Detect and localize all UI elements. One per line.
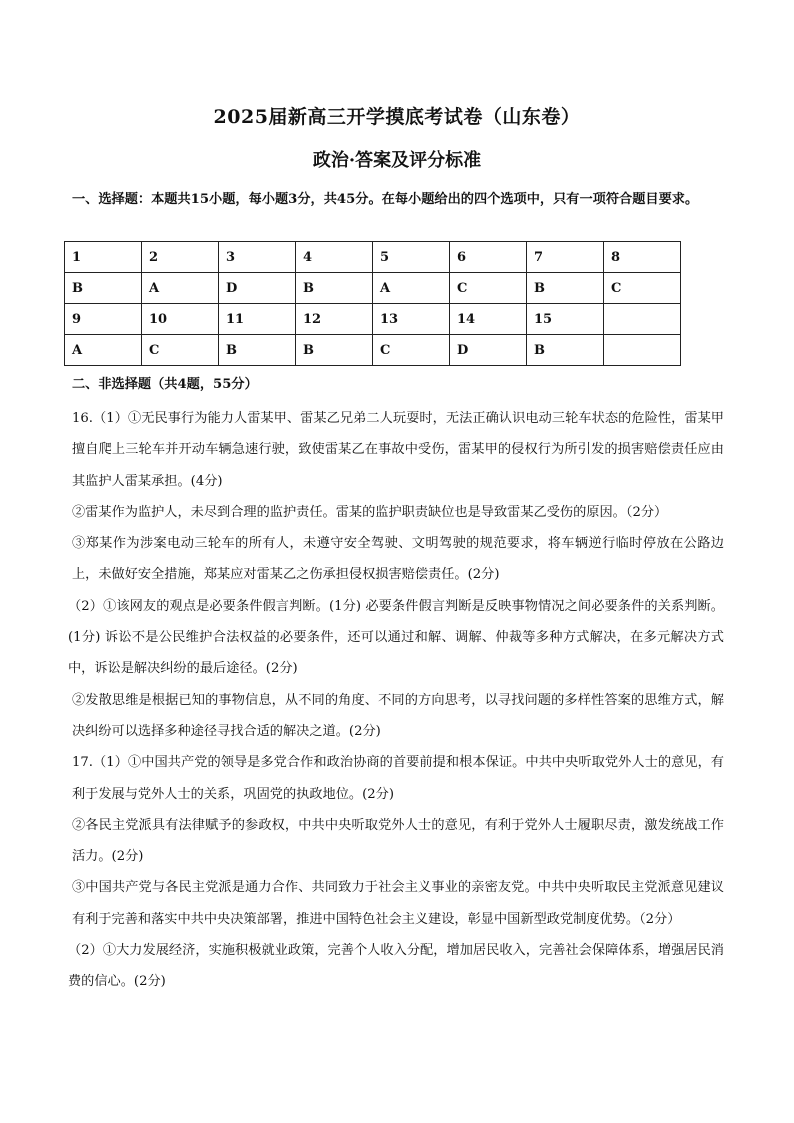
table-cell: 10 [142, 304, 219, 335]
table-cell: 6 [450, 242, 527, 273]
table-cell: 12 [296, 304, 373, 335]
table-row [65, 273, 681, 304]
table-cell: 9 [65, 304, 142, 335]
table-cell [604, 304, 681, 335]
table-cell: 14 [450, 304, 527, 335]
answer-body [68, 403, 724, 998]
table-cell: B [527, 273, 604, 304]
table-row [65, 304, 681, 335]
table-cell: B [296, 335, 373, 366]
table-cell: 7 [527, 242, 604, 273]
answer-paragraph: ②雷某作为监护人，未尽到合理的监护责任。雷某的监护职责缺位也是导致雷某乙受伤的原因。（2分） [72, 504, 668, 520]
table-cell [604, 335, 681, 366]
table-cell: B [527, 335, 604, 366]
table-cell: B [219, 335, 296, 366]
answer-paragraph: ③郑某作为涉案电动三轮车的所有人，未遵守安全驾驶、文明驾驶的规范要求，将车辆逆行临时停放在公路边上，未做好安全措施，郑某应对雷某乙之伤承担侵权损害赔偿责任。(2分) [72, 536, 724, 583]
answer-paragraph: （2）①该网友的观点是必要条件假言判断。(1分) 必要条件假言判断是反映事物情况之间必要条件的关系判断。(1分) 诉讼不是公民维护合法权益的必要条件，还可以通过和解、调解、仲裁等多种方式解决，在多元解决方式中，诉讼是解决纠纷的最后途径。(2分) [68, 598, 724, 677]
table-cell: C [604, 273, 681, 304]
answer-paragraph: ③中国共产党与各民主党派是通力合作、共同致力于社会主义事业的亲密友党。中共中央听取民主党派意见建议有利于完善和落实中共中央决策部署，推进中国特色社会主义建设，彰显中国新型政党制度优势。（2分） [72, 880, 724, 927]
table-cell: B [296, 273, 373, 304]
table-row [65, 242, 681, 273]
table-cell: C [142, 335, 219, 366]
answer-key-table [64, 241, 681, 366]
section-1-heading: 一、选择题：本题共15小题，每小题3分，共45分。在每小题给出的四个选项中，只有一项符合题目要求。 [72, 192, 699, 207]
table-cell: B [65, 273, 142, 304]
table-cell: D [450, 335, 527, 366]
answer-paragraph: ②发散思维是根据已知的事物信息，从不同的角度、不同的方向思考，以寻找问题的多样性答案的思维方式，解决纠纷可以选择多种途径寻找合适的解决之道。(2分) [72, 692, 724, 739]
document-title: 2025届新高三开学摸底考试卷（山东卷） [213, 106, 581, 128]
table-cell: 2 [142, 242, 219, 273]
answer-paragraph: 16.（1）①无民事行为能力人雷某甲、雷某乙兄弟二人玩耍时，无法正确认识电动三轮车状态的危险性，雷某甲擅自爬上三轮车并开动车辆急速行驶，致使雷某乙在事故中受伤，雷某甲的侵权行为所引发的损害赔偿责任应由其监护人雷某承担。(4分) [72, 411, 724, 489]
table-cell: 4 [296, 242, 373, 273]
answer-paragraph: 17.（1）①中国共产党的领导是多党合作和政治协商的首要前提和根本保证。中共中央听取党外人士的意见，有利于发展与党外人士的关系，巩固党的执政地位。(2分) [72, 755, 724, 802]
table-cell: 8 [604, 242, 681, 273]
table-cell: 1 [65, 242, 142, 273]
table-cell: A [373, 273, 450, 304]
table-cell: C [450, 273, 527, 304]
table-cell: 3 [219, 242, 296, 273]
table-cell: 13 [373, 304, 450, 335]
table-cell: 5 [373, 242, 450, 273]
section-2-heading: 二、非选择题（共4题，55分） [72, 377, 258, 392]
table-cell: A [142, 273, 219, 304]
table-cell: D [219, 273, 296, 304]
answer-paragraph: （2）①大力发展经济，实施积极就业政策，完善个人收入分配，增加居民收入，完善社会保障体系，增强居民消费的信心。(2分) [68, 943, 724, 990]
table-cell: 11 [219, 304, 296, 335]
table-cell: A [65, 335, 142, 366]
answer-paragraph: ②各民主党派具有法律赋予的参政权，中共中央听取党外人士的意见，有利于党外人士履职尽责，激发统战工作活力。(2分) [72, 817, 724, 865]
table-row [65, 335, 681, 366]
table-cell: C [373, 335, 450, 366]
document-subtitle: 政治·答案及评分标准 [312, 150, 482, 171]
table-cell: 15 [527, 304, 604, 335]
